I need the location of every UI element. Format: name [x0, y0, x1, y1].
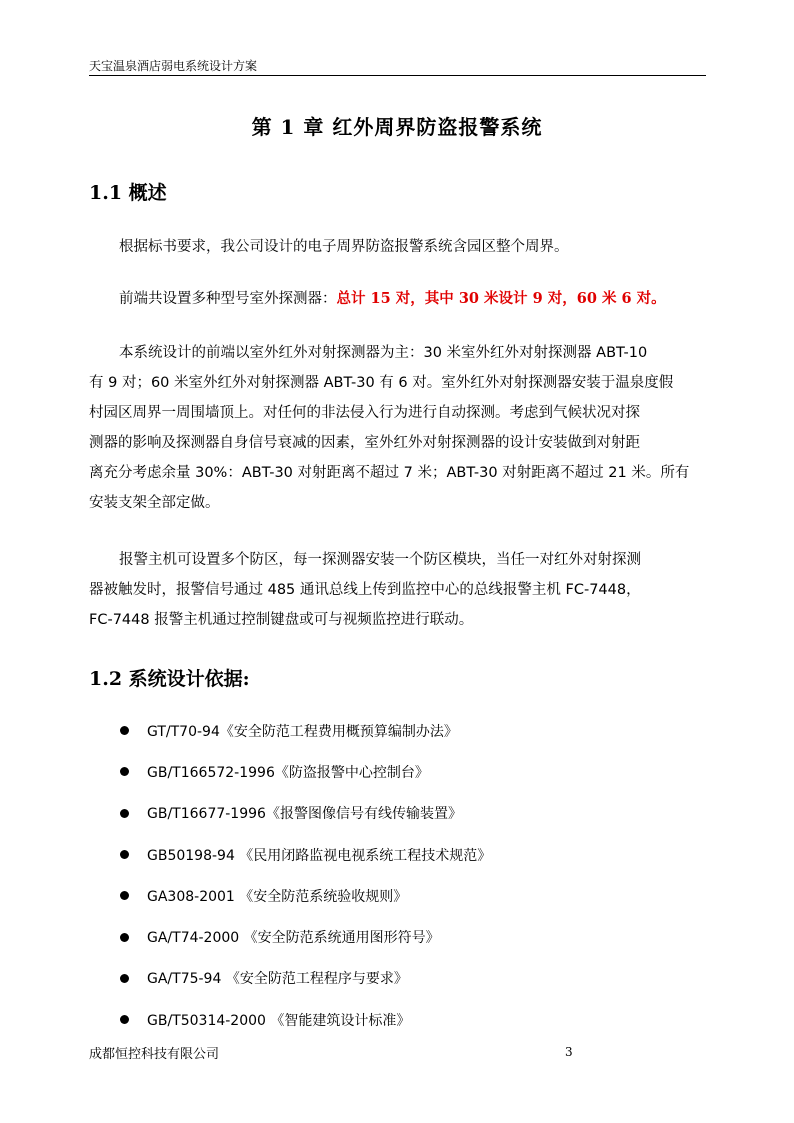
- bullet-icon: [120, 1015, 129, 1024]
- text-line: 测器的影响及探测器自身信号衰减的因素，室外红外对射探测器的设计安装做到对射距: [89, 435, 640, 451]
- text-line: 报警主机可设置多个防区，每一探测器安装一个防区模块，当任一对红外对射探测: [119, 552, 641, 568]
- standard-label: GA/T75-94 《安全防范工程程序与要求》: [147, 971, 408, 988]
- list-item: [120, 875, 491, 916]
- standard-label: GB/T50314-2000 《智能建筑设计标准》: [147, 1012, 411, 1029]
- page-number: 3: [565, 1045, 573, 1059]
- bullet-icon: [120, 974, 129, 983]
- text-line: 器被触发时，报警信号通过 485 通讯总线上传到监控中心的总线报警主机 FC-7448，: [89, 582, 641, 598]
- list-item: [120, 834, 491, 875]
- bullet-icon: [120, 809, 129, 818]
- paragraph-scope: 根据标书要求，我公司设计的电子周界防盗报警系统含园区整个周界。: [119, 239, 569, 255]
- section-1-1-title: 1.1 概述: [89, 182, 167, 204]
- standards-list: [120, 710, 491, 1040]
- list-item: [120, 958, 491, 999]
- text-line: 本系统设计的前端以室外红外对射探测器为主：30 米室外红外对射探测器 ABT-10: [119, 345, 648, 361]
- text-line: FC-7448 报警主机通过控制键盘或可与视频监控进行联动。: [89, 612, 474, 628]
- standard-label: GT/T70-94《安全防范工程费用概预算编制办法》: [147, 723, 458, 740]
- text-line: 有 9 对；60 米室外红外对射探测器 ABT-30 有 6 对。室外红外对射探测器安装于温泉度假: [89, 375, 674, 391]
- standard-label: GB50198-94 《民用闭路监视电视系统工程技术规范》: [147, 847, 492, 864]
- standard-label: GB/T166572-1996《防盗报警中心控制台》: [147, 764, 429, 781]
- detectors-intro: 前端共设置多种型号室外探测器：: [119, 291, 337, 307]
- bullet-icon: [120, 933, 129, 942]
- footer-company: 成都恒控科技有限公司: [89, 1047, 220, 1062]
- standard-label: GA308-2001 《安全防范系统验收规则》: [147, 888, 408, 905]
- bullet-icon: [120, 891, 129, 900]
- running-header: 天宝温泉酒店弱电系统设计方案: [89, 59, 258, 73]
- text-line: 村园区周界一周围墙顶上。对任何的非法侵入行为进行自动探测。考虑到气候状况对探: [89, 405, 640, 421]
- section-1-2-title: 1.2 系统设计依据:: [89, 668, 250, 690]
- detectors-emphasis: 总计 15 对，其中 30 米设计 9 对，60 米 6 对。: [336, 290, 666, 307]
- list-item: [120, 916, 491, 957]
- paragraph-detectors: [89, 284, 706, 314]
- list-item: [120, 793, 491, 834]
- list-item: [120, 751, 491, 792]
- bullet-icon: [120, 726, 129, 735]
- chapter-title: 第 1 章 红外周界防盗报警系统: [251, 115, 543, 139]
- list-item: [120, 710, 491, 751]
- paragraph-alarm-host: [89, 545, 706, 635]
- header-rule: [89, 75, 706, 76]
- text-line: 安装支架全部定做。: [89, 495, 220, 511]
- bullet-icon: [120, 850, 129, 859]
- standard-label: GB/T16677-1996《报警图像信号有线传输装置》: [147, 806, 462, 823]
- text-line: 离充分考虑余量 30%：ABT-30 对射距离不超过 7 米；ABT-30 对射距离不超过 21 米。所有: [89, 465, 690, 481]
- paragraph-system-design: [89, 338, 706, 518]
- standard-label: GA/T74-2000 《安全防范系统通用图形符号》: [147, 930, 440, 947]
- list-item: [120, 999, 491, 1040]
- bullet-icon: [120, 767, 129, 776]
